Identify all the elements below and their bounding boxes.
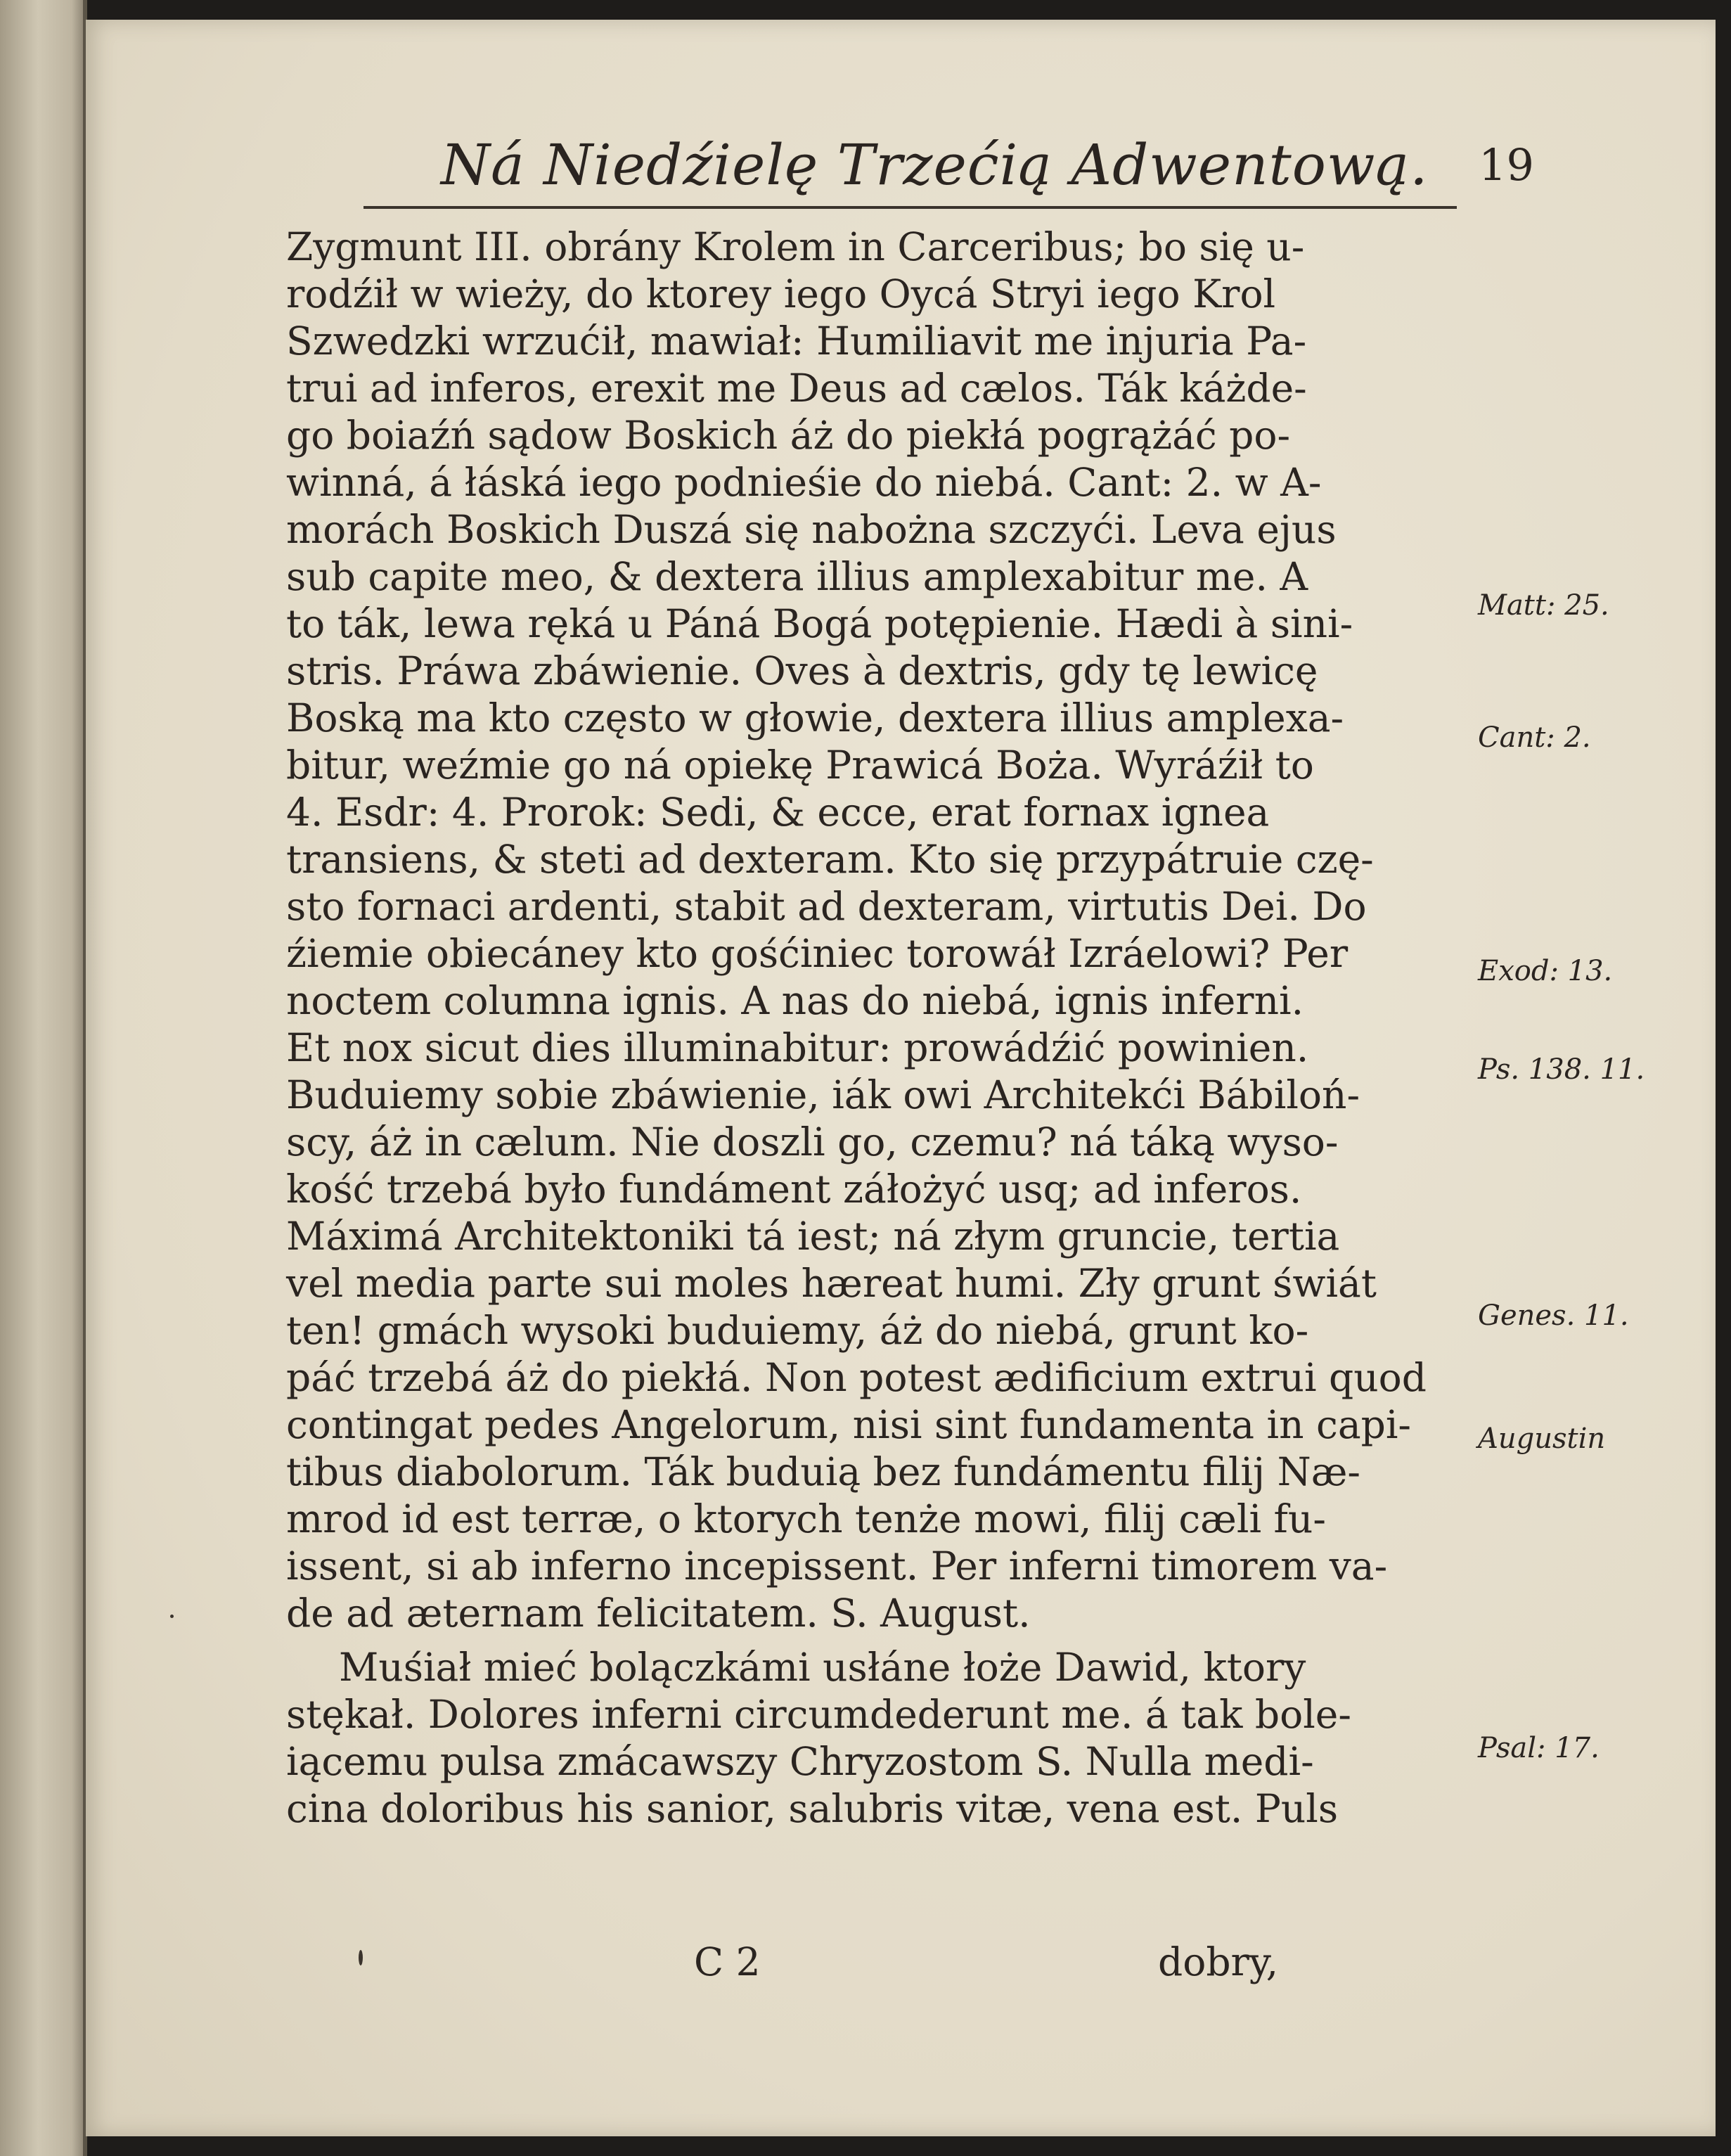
- previous-page-edge: [0, 0, 84, 2156]
- text-line: sto fornaci ardenti, stabit ad dexteram, virtutis Dei. Do: [286, 884, 1367, 929]
- text-line: stris. Práwa zbáwienie. Oves à dextris, gdy tę lewicę: [286, 648, 1318, 693]
- margin-note: Psal: 17.: [1478, 1732, 1600, 1764]
- margin-note: Genes. 11.: [1478, 1300, 1629, 1332]
- signature-mark: C 2: [694, 1939, 761, 1984]
- text-line: issent, si ab inferno incepissent. Per inferni timorem va-: [286, 1544, 1388, 1589]
- text-line: tibus diabolorum. Ták buduią bez fundámentu filij Næ-: [286, 1449, 1360, 1494]
- margin-note: Exod: 13.: [1478, 955, 1613, 987]
- text-line: kość trzebá było fundáment záłożyć usq; ad inferos.: [286, 1167, 1302, 1212]
- text-line: morách Boskich Duszá się nabożna szczyći. Leva ejus: [286, 507, 1337, 552]
- text-line: stękał. Dolores inferni circumdederunt me. á tak bole-: [286, 1692, 1351, 1737]
- text-line: de ad æternam felicitatem. S. August.: [286, 1591, 1031, 1636]
- margin-note: Augustin: [1478, 1423, 1606, 1455]
- margin-note: Cant: 2.: [1478, 721, 1591, 754]
- text-line: trui ad inferos, erexit me Deus ad cælos. Ták káżde-: [286, 366, 1307, 411]
- text-line: go boiaźń sądow Boskich áż do piekłá pogrążáć po-: [286, 413, 1291, 458]
- text-line: 4. Esdr: 4. Prorok: Sedi, & ecce, erat fornax ignea: [286, 790, 1270, 835]
- text-line: rodźił w wieży, do ktorey iego Oycá Stryi iego Krol: [286, 271, 1276, 316]
- page-number: 19: [1479, 139, 1534, 191]
- ink-speck: [359, 1950, 363, 1965]
- running-head: [363, 132, 1534, 210]
- text-line: Muśiał mieć bolączkámi usłáne łoże Dawid, ktory: [339, 1645, 1306, 1690]
- text-line: Buduiemy sobie zbáwienie, iák owi Architekći Bábiloń-: [286, 1072, 1360, 1117]
- text-line: mrod id est terræ, o ktorych tenże mowi, filij cæli fu-: [286, 1496, 1326, 1541]
- text-line: to ták, lewa ręká u Páná Bogá potępienie. Hædi à sini-: [286, 601, 1353, 646]
- text-line: Szwedzki wrzućił, mawiał: Humiliavit me injuria Pa-: [286, 319, 1307, 364]
- text-line: sub capite meo, & dextera illius amplexabitur me. A: [286, 554, 1308, 599]
- text-line: winná, á łáská iego podnieśie do niebá. Cant: 2. w A-: [286, 460, 1322, 505]
- book-page: [86, 20, 1716, 2136]
- text-line: Zygmunt III. obrány Krolem in Carceribus; bo się u-: [286, 224, 1305, 269]
- text-line: vel media parte sui moles hæreat humi. Zły grunt świát: [286, 1261, 1377, 1306]
- ink-speck: [170, 1615, 174, 1618]
- text-line: scy, áż in cælum. Nie doszli go, czemu? ná táką wyso-: [286, 1119, 1339, 1164]
- text-line: transiens, & steti ad dexteram. Kto się przypátruie czę-: [286, 837, 1374, 882]
- text-line: Et nox sicut dies illuminabitur: prowádźić powinien.: [286, 1025, 1309, 1070]
- text-line: páć trzebá áż do piekłá. Non potest ædificium extrui quod: [286, 1355, 1427, 1400]
- text-line: cina doloribus his sanior, salubris vitæ, vena est. Puls: [286, 1786, 1339, 1831]
- text-line: contingat pedes Angelorum, nisi sint fundamenta in capi-: [286, 1402, 1411, 1447]
- text-line: Boską ma kto często w głowie, dextera illius amplexa-: [286, 695, 1344, 740]
- text-line: iącemu pulsa zmácawszy Chryzostom S. Nulla medi-: [286, 1739, 1314, 1784]
- text-line: bitur, weźmie go ná opiekę Prawicá Boża. Wyráźił to: [286, 743, 1314, 788]
- text-line: noctem columna ignis. A nas do niebá, ignis inferni.: [286, 978, 1304, 1023]
- page-title: Ná Niedźielę Trzećią Adwentową.: [441, 132, 1429, 198]
- margin-note: Matt: 25.: [1478, 589, 1609, 622]
- text-line: Máximá Architektoniki tá iest; ná złym gruncie, tertia: [286, 1214, 1340, 1259]
- header-rule: [363, 206, 1457, 209]
- text-line: ten! gmách wysoki buduiemy, áż do niebá, grunt ko-: [286, 1308, 1309, 1353]
- text-line: źiemie obiecáney kto gośćiniec torowáł Izráelowi? Per: [286, 931, 1349, 976]
- margin-note: Ps. 138. 11.: [1478, 1053, 1645, 1086]
- catchword: dobry,: [1158, 1939, 1279, 1984]
